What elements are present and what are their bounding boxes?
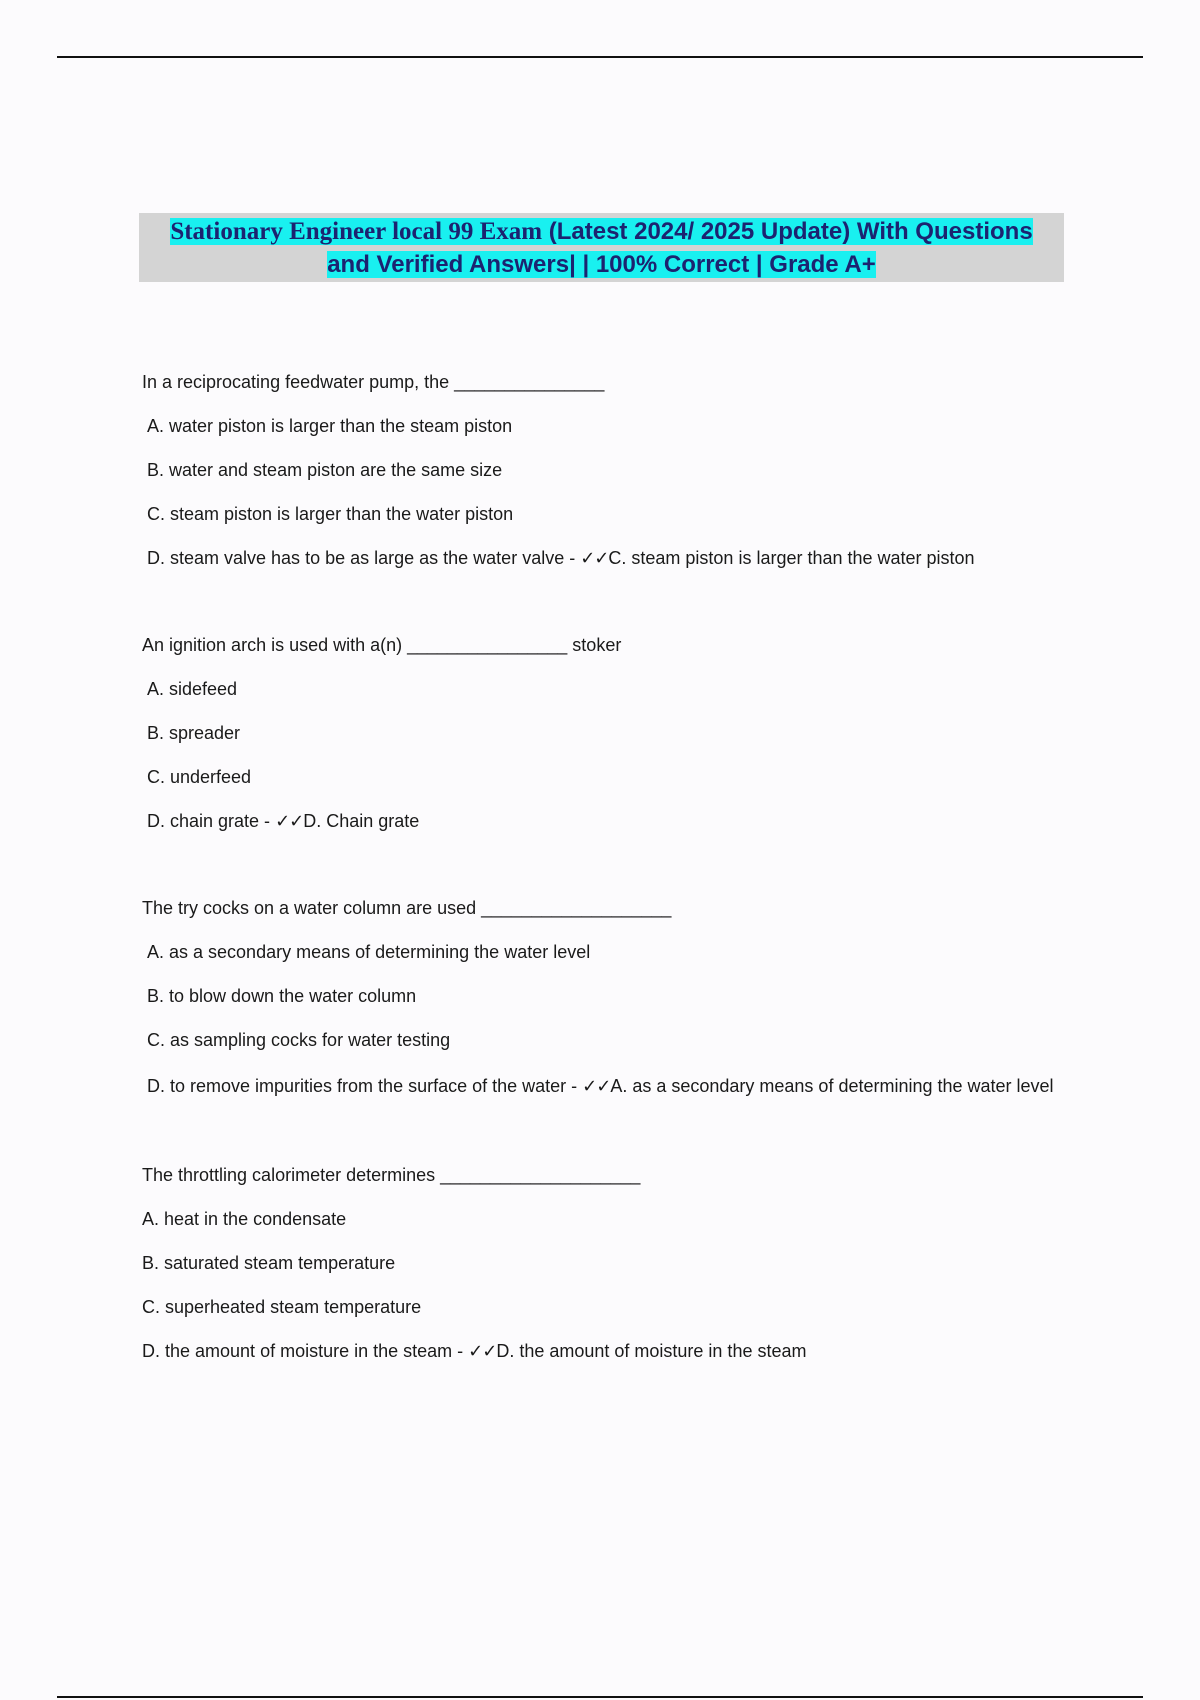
- option-a: A. heat in the condensate: [142, 1209, 347, 1229]
- question-stem: The throttling calorimeter determines ____________________: [142, 1165, 641, 1185]
- title-serif-part: Stationary Engineer local 99 Exam: [170, 218, 543, 245]
- option-b: B. to blow down the water column: [147, 986, 417, 1006]
- question-4: [142, 1163, 1062, 1364]
- title-rest-part: (Latest 2024/ 2025 Update) With Questions: [542, 218, 1033, 245]
- double-check-icon: ✓✓: [580, 548, 609, 569]
- option-a: A. sidefeed: [147, 679, 238, 699]
- option-a: A. water piston is larger than the steam piston: [147, 416, 513, 436]
- question-stem: The try cocks on a water column are used ___________________: [142, 898, 672, 918]
- option-d-with-answer: [142, 1072, 1062, 1101]
- option-d-with-answer: [147, 546, 1062, 571]
- top-rule: [57, 56, 1143, 58]
- correct-answer: A. as a secondary means of determining the water level: [610, 1076, 1054, 1096]
- question-3: [142, 896, 1062, 1101]
- option-c: C. superheated steam temperature: [142, 1297, 422, 1317]
- question-list: [142, 370, 1062, 1426]
- correct-answer: D. Chain grate: [303, 811, 420, 831]
- option-c: C. as sampling cocks for water testing: [147, 1030, 451, 1050]
- title-line-1: [170, 218, 1032, 245]
- title-line-2: and Verified Answers| | 100% Correct | Grade A+: [327, 251, 876, 278]
- double-check-icon: ✓✓: [468, 1341, 497, 1362]
- bottom-rule: [57, 1696, 1143, 1698]
- question-stem: An ignition arch is used with a(n) ________________ stoker: [142, 635, 622, 655]
- double-check-icon: ✓✓: [582, 1076, 611, 1097]
- option-d: D. chain grate -: [147, 811, 276, 831]
- document-title: [139, 213, 1064, 282]
- option-b: B. spreader: [147, 723, 241, 743]
- option-d-with-answer: [142, 1339, 1062, 1364]
- option-d: D. the amount of moisture in the steam -: [142, 1341, 469, 1361]
- option-d: D. steam valve has to be as large as the water valve -: [147, 548, 581, 568]
- correct-answer: D. the amount of moisture in the steam: [496, 1341, 807, 1361]
- question-stem: In a reciprocating feedwater pump, the _______________: [142, 372, 605, 392]
- option-a: A. as a secondary means of determining the water level: [147, 942, 591, 962]
- option-b: B. water and steam piston are the same size: [147, 460, 503, 480]
- option-c: C. underfeed: [147, 767, 252, 787]
- correct-answer: C. steam piston is larger than the water piston: [608, 548, 975, 568]
- question-2: [142, 633, 1062, 834]
- question-1: [142, 370, 1062, 571]
- option-d-with-answer: [147, 809, 1062, 834]
- option-d: D. to remove impurities from the surface of the water -: [147, 1076, 583, 1096]
- double-check-icon: ✓✓: [275, 811, 304, 832]
- option-b: B. saturated steam temperature: [142, 1253, 396, 1273]
- option-c: C. steam piston is larger than the water piston: [147, 504, 514, 524]
